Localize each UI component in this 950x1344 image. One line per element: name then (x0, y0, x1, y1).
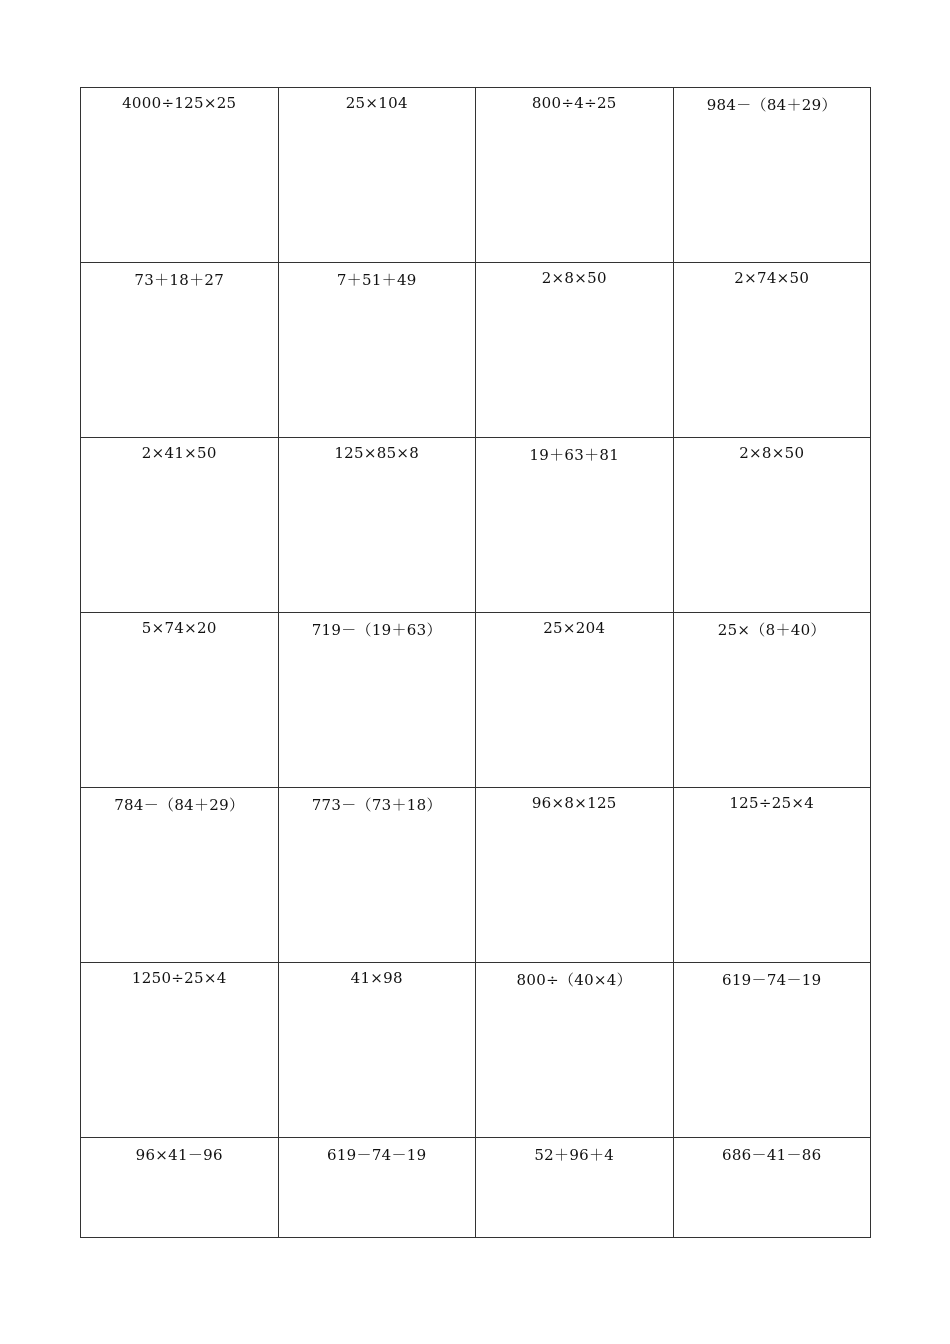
problem-text: 96×41－96 (135, 1146, 223, 1164)
problem-text: 7＋51＋49 (336, 271, 417, 289)
problem-text: 73＋18＋27 (134, 271, 225, 289)
problem-text: 41×98 (350, 969, 403, 987)
problem-cell (673, 613, 871, 788)
problem-cell (673, 438, 871, 613)
problem-cell (81, 613, 279, 788)
problem-cell (476, 88, 674, 263)
problem-cell (673, 88, 871, 263)
problem-row (81, 1138, 871, 1238)
problem-cell (673, 963, 871, 1138)
problem-cell (476, 788, 674, 963)
problem-cell (278, 788, 476, 963)
problem-text: 800÷4÷25 (531, 94, 617, 112)
problem-text: 125÷25×4 (729, 794, 815, 812)
problem-cell (278, 613, 476, 788)
problem-cell (278, 263, 476, 438)
problem-row (81, 438, 871, 613)
problem-cell (81, 263, 279, 438)
problem-cell (476, 438, 674, 613)
problem-text: 686－41－86 (721, 1146, 822, 1164)
problem-grid (80, 87, 871, 1238)
problem-text: 2×74×50 (734, 269, 810, 287)
problem-cell (81, 963, 279, 1138)
problem-cell (278, 963, 476, 1138)
problem-text: 619－74－19 (721, 971, 822, 989)
problem-text: 25×204 (543, 619, 606, 637)
problem-cell (476, 613, 674, 788)
problem-cell (673, 788, 871, 963)
problem-row (81, 963, 871, 1138)
problem-cell (278, 1138, 476, 1238)
problem-text: 19＋63＋81 (529, 446, 620, 464)
problem-text: 719－（19＋63） (311, 621, 442, 639)
problem-cell (278, 438, 476, 613)
problem-cell (476, 963, 674, 1138)
problem-text: 2×8×50 (739, 444, 805, 462)
problem-text: 2×41×50 (141, 444, 217, 462)
problem-text: 2×8×50 (541, 269, 607, 287)
problem-text: 52＋96＋4 (534, 1146, 615, 1164)
problem-text: 619－74－19 (326, 1146, 427, 1164)
problem-text: 773－（73＋18） (311, 796, 442, 814)
problem-cell (673, 263, 871, 438)
problem-row (81, 613, 871, 788)
problem-text: 984－（84＋29） (706, 96, 837, 114)
problem-row (81, 88, 871, 263)
problem-row (81, 788, 871, 963)
problem-text: 4000÷125×25 (122, 94, 237, 112)
problem-text: 25×104 (345, 94, 408, 112)
problem-text: 784－（84＋29） (114, 796, 245, 814)
problem-text: 1250÷25×4 (131, 969, 227, 987)
problem-cell (278, 88, 476, 263)
problem-cell (81, 438, 279, 613)
problem-text: 96×8×125 (531, 794, 617, 812)
problem-text: 5×74×20 (141, 619, 217, 637)
problem-text: 25×（8＋40） (717, 621, 826, 639)
problem-cell (673, 1138, 871, 1238)
problem-text: 125×85×8 (334, 444, 420, 462)
problem-cell (81, 88, 279, 263)
problem-cell (476, 1138, 674, 1238)
problem-cell (476, 263, 674, 438)
problem-row (81, 263, 871, 438)
problem-text: 800÷（40×4） (516, 971, 632, 989)
problem-cell (81, 1138, 279, 1238)
problem-cell (81, 788, 279, 963)
